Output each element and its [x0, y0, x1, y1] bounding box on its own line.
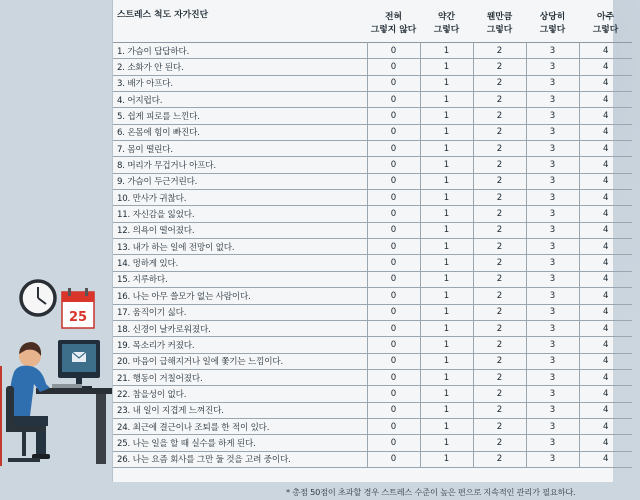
option-header [367, 5, 420, 43]
question-cell: 17. 움직이기 싫다. [113, 304, 367, 320]
score-option-cell[interactable]: 4 [579, 304, 632, 320]
score-option-cell[interactable]: 2 [473, 75, 526, 91]
question-cell: 22. 참을성이 없다. [113, 386, 367, 402]
score-option-cell[interactable]: 0 [367, 75, 420, 91]
question-cell: 24. 최근에 결근이나 조퇴를 한 적이 있다. [113, 418, 367, 434]
score-option-cell[interactable]: 4 [579, 43, 632, 59]
score-option-cell[interactable]: 2 [473, 255, 526, 271]
score-option-cell[interactable]: 1 [420, 369, 473, 385]
score-option-cell[interactable]: 3 [526, 255, 579, 271]
score-option-cell[interactable]: 1 [420, 402, 473, 418]
score-option-cell[interactable]: 3 [526, 369, 579, 385]
score-option-cell[interactable]: 4 [579, 157, 632, 173]
score-option-cell[interactable]: 4 [579, 451, 632, 467]
score-option-cell[interactable]: 2 [473, 222, 526, 238]
question-cell: 3. 배가 아프다. [113, 75, 367, 91]
score-option-cell[interactable]: 3 [526, 239, 579, 255]
score-option-cell[interactable]: 4 [579, 124, 632, 140]
score-option-cell[interactable]: 1 [420, 320, 473, 336]
score-option-cell[interactable]: 4 [579, 206, 632, 222]
score-option-cell[interactable]: 0 [367, 369, 420, 385]
question-cell: 1. 가슴이 답답하다. [113, 43, 367, 59]
score-option-cell[interactable]: 0 [367, 402, 420, 418]
score-option-cell[interactable]: 0 [367, 435, 420, 451]
option-header-label: 웬만큼 그렇다 [486, 11, 513, 35]
table-row [113, 59, 632, 75]
score-option-cell[interactable]: 2 [473, 288, 526, 304]
table-row [113, 190, 632, 206]
table-row [113, 435, 632, 451]
score-option-cell[interactable]: 2 [473, 141, 526, 157]
score-option-cell[interactable]: 1 [420, 124, 473, 140]
table-row [113, 271, 632, 287]
score-option-cell[interactable]: 3 [526, 92, 579, 108]
score-option-cell[interactable]: 1 [420, 108, 473, 124]
score-option-cell[interactable]: 1 [420, 255, 473, 271]
table-row [113, 304, 632, 320]
table-row [113, 75, 632, 91]
score-option-cell[interactable]: 1 [420, 190, 473, 206]
score-option-cell[interactable]: 3 [526, 157, 579, 173]
score-option-cell[interactable]: 4 [579, 271, 632, 287]
score-option-cell[interactable]: 0 [367, 271, 420, 287]
score-option-cell[interactable]: 3 [526, 435, 579, 451]
score-option-cell[interactable]: 2 [473, 337, 526, 353]
score-option-cell[interactable]: 0 [367, 92, 420, 108]
option-header-label: 아주 그렇다 [592, 11, 619, 35]
score-option-cell[interactable]: 0 [367, 222, 420, 238]
score-option-cell[interactable]: 4 [579, 402, 632, 418]
question-cell: 16. 나는 아무 쓸모가 없는 사람이다. [113, 288, 367, 304]
score-option-cell[interactable]: 2 [473, 320, 526, 336]
score-option-cell[interactable]: 0 [367, 173, 420, 189]
score-option-cell[interactable]: 0 [367, 124, 420, 140]
stress-survey-table [113, 5, 632, 468]
score-option-cell[interactable]: 1 [420, 418, 473, 434]
score-option-cell[interactable]: 4 [579, 92, 632, 108]
score-option-cell[interactable]: 0 [367, 43, 420, 59]
score-option-cell[interactable]: 4 [579, 239, 632, 255]
question-cell: 11. 자신감을 잃었다. [113, 206, 367, 222]
question-cell: 4. 어지럽다. [113, 92, 367, 108]
score-option-cell[interactable]: 2 [473, 451, 526, 467]
table-row [113, 353, 632, 369]
score-option-cell[interactable]: 1 [420, 239, 473, 255]
score-option-cell[interactable]: 2 [473, 157, 526, 173]
score-option-cell[interactable]: 2 [473, 43, 526, 59]
score-option-cell[interactable]: 3 [526, 206, 579, 222]
score-option-cell[interactable]: 3 [526, 108, 579, 124]
score-option-cell[interactable]: 4 [579, 288, 632, 304]
score-option-cell[interactable]: 3 [526, 304, 579, 320]
table-row [113, 173, 632, 189]
score-option-cell[interactable]: 3 [526, 386, 579, 402]
score-option-cell[interactable]: 4 [579, 418, 632, 434]
score-option-cell[interactable]: 4 [579, 141, 632, 157]
score-option-cell[interactable]: 1 [420, 304, 473, 320]
score-option-cell[interactable]: 1 [420, 451, 473, 467]
question-cell: 7. 몸이 떨린다. [113, 141, 367, 157]
score-option-cell[interactable]: 0 [367, 255, 420, 271]
score-option-cell[interactable]: 3 [526, 353, 579, 369]
score-option-cell[interactable]: 1 [420, 435, 473, 451]
score-option-cell[interactable]: 1 [420, 353, 473, 369]
score-option-cell[interactable]: 4 [579, 108, 632, 124]
question-cell: 20. 마음이 급해지거나 일에 쫓기는 느낌이다. [113, 353, 367, 369]
score-option-cell[interactable]: 2 [473, 435, 526, 451]
question-cell: 15. 지루하다. [113, 271, 367, 287]
score-option-cell[interactable]: 3 [526, 418, 579, 434]
option-header-label: 상당히 그렇다 [539, 11, 566, 35]
score-option-cell[interactable]: 4 [579, 320, 632, 336]
survey-body [113, 43, 632, 468]
score-option-cell[interactable]: 3 [526, 402, 579, 418]
footnote: * 총점 50점이 초과할 경우 스트레스 수준이 높은 편으로 지속적인 관리가 필요하다. [286, 487, 576, 497]
table-row [113, 369, 632, 385]
score-option-cell[interactable]: 0 [367, 206, 420, 222]
score-option-cell[interactable]: 3 [526, 451, 579, 467]
score-option-cell[interactable]: 4 [579, 173, 632, 189]
score-option-cell[interactable]: 2 [473, 92, 526, 108]
table-row [113, 141, 632, 157]
question-cell: 13. 내가 하는 일에 전망이 없다. [113, 239, 367, 255]
score-option-cell[interactable]: 2 [473, 239, 526, 255]
score-option-cell[interactable]: 3 [526, 124, 579, 140]
score-option-cell[interactable]: 3 [526, 43, 579, 59]
question-cell: 23. 내 일이 지겹게 느껴진다. [113, 402, 367, 418]
score-option-cell[interactable]: 3 [526, 222, 579, 238]
score-option-cell[interactable]: 3 [526, 75, 579, 91]
score-option-cell[interactable]: 1 [420, 173, 473, 189]
score-option-cell[interactable]: 2 [473, 369, 526, 385]
clock-icon [21, 281, 55, 315]
score-option-cell[interactable]: 0 [367, 157, 420, 173]
office-worker-illustration [0, 276, 112, 476]
header-row [113, 5, 632, 43]
score-option-cell[interactable]: 1 [420, 386, 473, 402]
score-option-cell[interactable]: 0 [367, 59, 420, 75]
calendar-icon [62, 288, 94, 328]
option-header-label: 전혀 그렇지 않다 [370, 11, 417, 35]
score-option-cell[interactable]: 1 [420, 157, 473, 173]
table-title: 스트레스 척도 자가진단 [117, 10, 209, 20]
score-option-cell[interactable]: 2 [473, 386, 526, 402]
table-row [113, 157, 632, 173]
option-header [579, 5, 632, 43]
table-row [113, 402, 632, 418]
score-option-cell[interactable]: 1 [420, 59, 473, 75]
table-row [113, 206, 632, 222]
score-option-cell[interactable]: 2 [473, 206, 526, 222]
score-option-cell[interactable]: 4 [579, 222, 632, 238]
score-option-cell[interactable]: 2 [473, 402, 526, 418]
question-cell: 14. 멍하게 있다. [113, 255, 367, 271]
table-row [113, 288, 632, 304]
score-option-cell[interactable]: 2 [473, 353, 526, 369]
table-row [113, 124, 632, 140]
score-option-cell[interactable]: 2 [473, 173, 526, 189]
table-row [113, 108, 632, 124]
score-option-cell[interactable]: 2 [473, 271, 526, 287]
score-option-cell[interactable]: 0 [367, 386, 420, 402]
score-option-cell[interactable]: 3 [526, 59, 579, 75]
question-cell: 8. 머리가 무겁거나 아프다. [113, 157, 367, 173]
table-row [113, 418, 632, 434]
office-worker [10, 342, 51, 459]
score-option-cell[interactable]: 1 [420, 288, 473, 304]
score-option-cell[interactable]: 2 [473, 304, 526, 320]
score-option-cell[interactable]: 0 [367, 190, 420, 206]
option-header-label: 약간 그렇다 [433, 11, 460, 35]
score-option-cell[interactable]: 4 [579, 369, 632, 385]
question-cell: 25. 나는 일을 할 때 실수를 하게 된다. [113, 435, 367, 451]
score-option-cell[interactable]: 3 [526, 141, 579, 157]
score-option-cell[interactable]: 4 [579, 353, 632, 369]
score-option-cell[interactable]: 0 [367, 320, 420, 336]
question-cell: 21. 행동이 거칠어졌다. [113, 369, 367, 385]
score-option-cell[interactable]: 3 [526, 190, 579, 206]
score-option-cell[interactable]: 2 [473, 418, 526, 434]
score-option-cell[interactable]: 4 [579, 190, 632, 206]
score-option-cell[interactable]: 0 [367, 239, 420, 255]
question-cell: 6. 온몸에 힘이 빠진다. [113, 124, 367, 140]
score-option-cell[interactable]: 4 [579, 337, 632, 353]
score-option-cell[interactable]: 2 [473, 124, 526, 140]
table-row [113, 222, 632, 238]
table-row [113, 255, 632, 271]
score-option-cell[interactable]: 0 [367, 108, 420, 124]
score-option-cell[interactable]: 3 [526, 337, 579, 353]
score-option-cell[interactable]: 1 [420, 222, 473, 238]
question-cell: 10. 만사가 귀찮다. [113, 190, 367, 206]
score-option-cell[interactable]: 2 [473, 190, 526, 206]
option-header [420, 5, 473, 43]
score-option-cell[interactable]: 4 [579, 59, 632, 75]
table-row [113, 386, 632, 402]
score-option-cell[interactable]: 3 [526, 173, 579, 189]
table-row [113, 451, 632, 467]
question-cell: 12. 의욕이 떨어졌다. [113, 222, 367, 238]
option-header [473, 5, 526, 43]
table-row [113, 337, 632, 353]
score-option-cell[interactable]: 0 [367, 141, 420, 157]
score-option-cell[interactable]: 3 [526, 320, 579, 336]
question-cell: 18. 신경이 날카로워졌다. [113, 320, 367, 336]
score-option-cell[interactable]: 1 [420, 92, 473, 108]
score-option-cell[interactable]: 2 [473, 108, 526, 124]
question-cell: 9. 가슴이 두근거린다. [113, 173, 367, 189]
question-cell: 26. 나는 요즘 회사를 그만 둘 것을 고려 중이다. [113, 451, 367, 467]
score-option-cell[interactable]: 0 [367, 304, 420, 320]
table-row [113, 43, 632, 59]
score-option-cell[interactable]: 4 [579, 386, 632, 402]
score-option-cell[interactable]: 0 [367, 451, 420, 467]
score-option-cell[interactable]: 1 [420, 43, 473, 59]
score-option-cell[interactable]: 3 [526, 288, 579, 304]
table-row [113, 92, 632, 108]
question-cell: 5. 쉽게 피로를 느낀다. [113, 108, 367, 124]
score-option-cell[interactable]: 1 [420, 75, 473, 91]
score-option-cell[interactable]: 4 [579, 255, 632, 271]
table-row [113, 320, 632, 336]
question-cell: 19. 목소리가 커졌다. [113, 337, 367, 353]
score-option-cell[interactable]: 1 [420, 271, 473, 287]
question-cell: 2. 소화가 안 된다. [113, 59, 367, 75]
score-option-cell[interactable]: 0 [367, 288, 420, 304]
score-option-cell[interactable]: 1 [420, 206, 473, 222]
monitor-icon [58, 340, 100, 389]
score-option-cell[interactable]: 1 [420, 337, 473, 353]
score-option-cell[interactable]: 3 [526, 271, 579, 287]
score-option-cell[interactable]: 1 [420, 141, 473, 157]
score-option-cell[interactable]: 0 [367, 418, 420, 434]
option-header [526, 5, 579, 43]
table-row [113, 239, 632, 255]
score-option-cell[interactable]: 4 [579, 75, 632, 91]
calendar-day: 25 [68, 310, 88, 325]
score-option-cell[interactable]: 4 [579, 435, 632, 451]
score-option-cell[interactable]: 0 [367, 337, 420, 353]
keyboard [52, 384, 82, 388]
score-option-cell[interactable]: 0 [367, 353, 420, 369]
score-option-cell[interactable]: 2 [473, 59, 526, 75]
